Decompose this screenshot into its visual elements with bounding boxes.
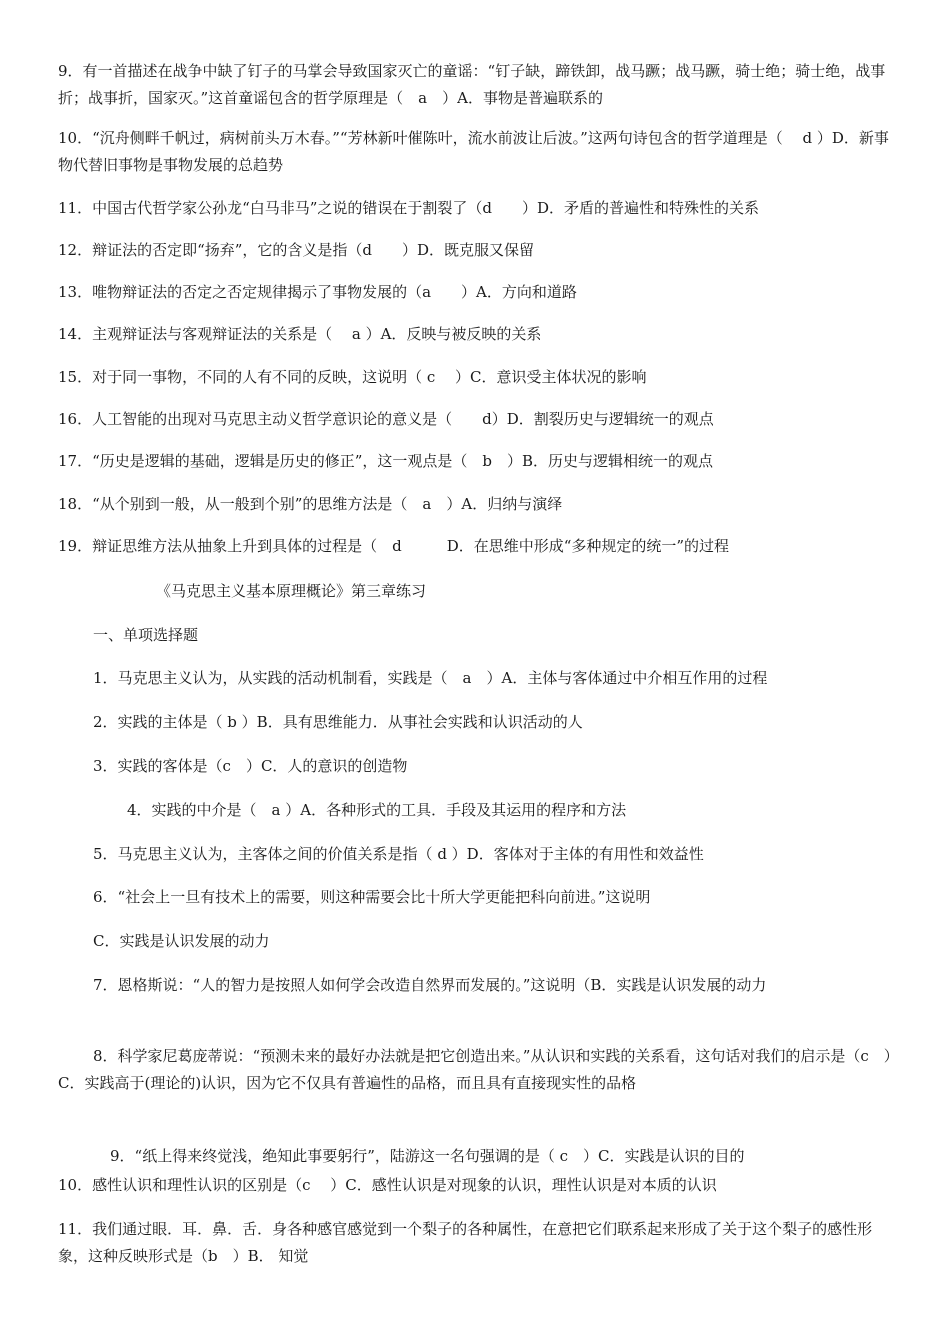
ch3-question-6-answer: C．实践是认识发展的动力 [93,932,270,950]
ch3-question-8: 8．科学家尼葛庞蒂说：“预测未来的最好办法就是把它创造出来。”从认识和实践的关系看，这句话对我们的启示是（c ）C．实践高于(理论的)认识，因为它不仅具有普遍性的品格，而且具有直接现实性的品格 [58,1047,899,1092]
section-title: 一、单项选择题 [93,626,199,644]
ch3-question-5: 5．马克思主义认为，主客体之间的价值关系是指（ d ）D．客体对于主体的有用性和效益性 [93,845,704,863]
question-13-paragraph: 13．唯物辩证法的否定之否定规律揭示了事物发展的（a ）A．方向和道路 [58,283,577,301]
ch3-question-10: 10．感性认识和理性认识的区别是（c ）C．感性认识是对现象的认识，理性认识是对本质的认识 [58,1176,717,1194]
ch3-question-9: 9．“纸上得来终觉浅，绝知此事要躬行”，陆游这一名句强调的是（ c ）C．实践是认识的目的 [110,1147,745,1165]
question-16-paragraph: 16．人工智能的出现对马克思主动义哲学意识论的意义是（ d）D．割裂历史与逻辑统一的观点 [58,410,714,428]
ch3-question-7: 7．恩格斯说：“人的智力是按照人如何学会改造自然界而发展的。”这说明（B．实践是认识发展的动力 [93,976,767,994]
chapter-title: 《马克思主义基本原理概论》第三章练习 [156,582,427,600]
ch3-question-3: 3．实践的客体是（c ）C．人的意识的创造物 [93,757,408,775]
question-12-paragraph: 12．辩证法的否定即“扬弃”，它的含义是指（d ）D．既克服又保留 [58,241,535,259]
question-15-paragraph: 15．对于同一事物，不同的人有不同的反映，这说明（ c ）C．意识受主体状况的影响 [58,368,647,386]
ch3-question-1: 1．马克思主义认为，从实践的活动机制看，实践是（ a ）A．主体与客体通过中介相互作用的过程 [93,669,768,687]
question-17-paragraph: 17．“历史是逻辑的基础，逻辑是历史的修正”，这一观点是（ b ）B．历史与逻辑相统一的观点 [58,452,714,470]
ch3-question-2: 2．实践的主体是（ b ）B．具有思维能力．从事社会实践和认识活动的人 [93,713,583,731]
question-11-paragraph: 11．中国古代哲学家公孙龙“白马非马”之说的错误在于割裂了（d ）D．矛盾的普遍性和特殊性的关系 [58,199,760,217]
ch3-question-11: 11．我们通过眼．耳．鼻．舌．身各种感官感觉到一个梨子的各种属性，在意把它们联系起来形成了关于这个梨子的感性形象，这种反映形式是（b ）B． 知觉 [58,1220,873,1265]
question-18-paragraph: 18．“从个别到一般，从一般到个别”的思维方法是（ a ）A．归纳与演绎 [58,495,563,513]
question-10-paragraph: 10．“沉舟侧畔千帆过，病树前头万木春。”“芳林新叶催陈叶，流水前波让后波。”这两句诗包含的哲学道理是（ d ）D．新事物代替旧事物是事物发展的总趋势 [58,129,889,174]
question-9-paragraph: 9．有一首描述在战争中缺了钉子的马掌会导致国家灭亡的童谣：“钉子缺，蹄铁卸，战马蹶；战马蹶，骑士绝；骑士绝，战事折；战事折，国家灭。”这首童谣包含的哲学原理是（ a ）A．事物是普遍联系的 [58,62,886,107]
question-14-paragraph: 14．主观辩证法与客观辩证法的关系是（ a ）A．反映与被反映的关系 [58,325,542,343]
ch3-question-6: 6．“社会上一旦有技术上的需要，则这种需要会比十所大学更能把科向前进。”这说明 [93,888,651,906]
ch3-question-4: 4．实践的中介是（ a ）A．各种形式的工具．手段及其运用的程序和方法 [127,801,627,819]
question-19-paragraph: 19．辩证思维方法从抽象上升到具体的过程是（ d D．在思维中形成“多种规定的统一”的过程 [58,537,730,555]
